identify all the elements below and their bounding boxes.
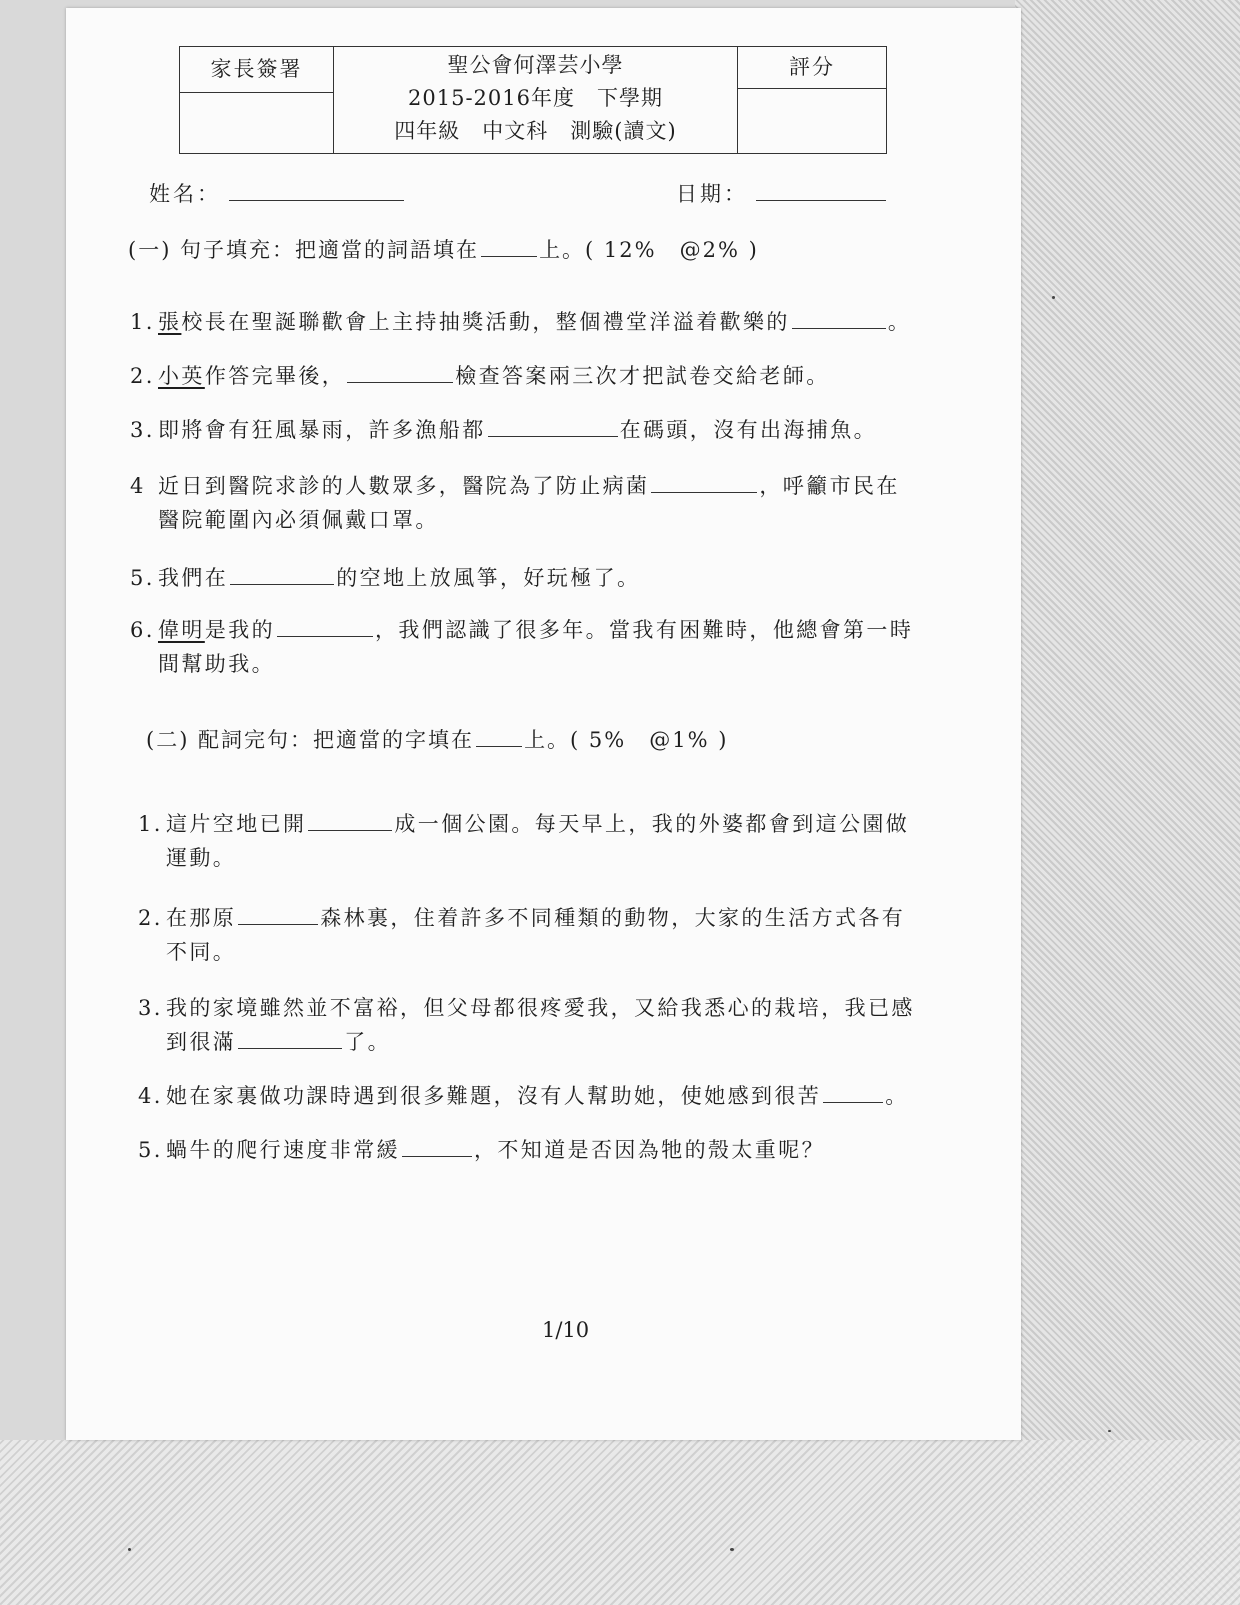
answer-blank[interactable] [651, 476, 757, 493]
answer-blank[interactable] [230, 568, 334, 585]
page-number: 1/10 [542, 1318, 590, 1342]
question-text-continued: 間幫助我。 [158, 652, 275, 676]
scan-speck [730, 1548, 734, 1551]
question-number: 1. [130, 310, 155, 334]
question-text-end: 的空地上放風箏，好玩極了。 [336, 566, 641, 590]
s2-question-2 [138, 902, 906, 964]
scan-background-right [1015, 0, 1240, 1605]
question-text-end: 檢查答案兩三次才把試卷交給老師。 [455, 364, 830, 388]
answer-blank[interactable] [402, 1140, 472, 1157]
question-number: 4. [138, 1084, 163, 1108]
name-label: 姓名： [149, 182, 221, 206]
s1-question-5 [130, 562, 640, 592]
question-text: 這片空地已開 [166, 812, 307, 836]
section2-title-post: 上。( 5% @1% ) [524, 728, 729, 752]
proper-noun: 偉明 [158, 618, 205, 642]
school-info-cell [334, 47, 738, 153]
parent-signature-cell [180, 47, 334, 153]
question-text-continued: 醫院範圍內必須佩戴口罩。 [158, 508, 439, 532]
question-text-end: 森林裏，住着許多不同種類的動物，大家的生活方式各有 [320, 906, 906, 930]
s2-question-3 [138, 992, 915, 1054]
scan-speck [1108, 1430, 1111, 1432]
question-text-continued [166, 1026, 391, 1056]
question-text-end: ，呼籲市民在 [759, 474, 900, 498]
question-number: 6. [130, 618, 155, 642]
s2-question-4 [138, 1080, 909, 1110]
question-text: 作答完畢後， [204, 364, 346, 388]
s1-question-1 [130, 306, 911, 336]
section2-title [146, 724, 728, 754]
answer-blank[interactable] [488, 420, 618, 437]
answer-blank[interactable] [238, 1032, 342, 1049]
s1-question-4 [130, 470, 900, 532]
section1-title-post: 上。( 12% @2% ) [539, 238, 759, 262]
question-number: 3. [138, 996, 163, 1020]
school-name: 聖公會何澤芸小學 [447, 53, 624, 77]
section2-title-pre: (二) 配詞完句：把適當的字填在 [146, 728, 475, 752]
question-text-end: ，我們認識了很多年。當我有困難時，他總會第一時 [375, 618, 914, 642]
s1-question-6 [130, 614, 914, 676]
date-blank[interactable] [756, 182, 886, 201]
answer-blank[interactable] [792, 312, 886, 329]
question-number: 5. [138, 1138, 163, 1162]
question-text: 校長在聖誕聯歡會上主持抽獎活動，整個禮堂洋溢着歡樂的 [181, 310, 790, 334]
question-text-end: ，不知道是否因為牠的殼太重呢？ [474, 1138, 825, 1162]
exam-page [66, 8, 1021, 1440]
answer-blank[interactable] [347, 366, 453, 383]
section1-title-pre: (一) 句子填充：把適當的詞語填在 [128, 238, 480, 262]
section1-title-blank [481, 240, 537, 257]
question-text: 她在家裏做功課時遇到很多難題，沒有人幫助她，使她感到很苦 [166, 1084, 822, 1108]
question-text-end: 。 [887, 310, 912, 334]
s1-question-3 [130, 414, 877, 444]
answer-blank[interactable] [238, 908, 318, 925]
question-text: 我們在 [158, 566, 229, 590]
question-number: 4 [130, 474, 146, 498]
date-field [676, 178, 886, 208]
scan-background-bottom [0, 1440, 1240, 1605]
score-cell [738, 47, 886, 153]
section2-title-blank [476, 730, 522, 747]
school-year: 2015-2016年度 下學期 [408, 86, 663, 110]
question-text-continued-start: 到很滿 [166, 1030, 237, 1054]
question-text-continued: 不同。 [166, 940, 237, 964]
question-text-end: 在碼頭，沒有出海捕魚。 [619, 418, 878, 442]
s1-question-2 [130, 360, 830, 390]
question-number: 3. [130, 418, 155, 442]
header-table [179, 46, 887, 154]
name-blank[interactable] [229, 182, 404, 201]
name-field [149, 178, 404, 208]
scan-speck [1052, 296, 1055, 299]
question-text: 即將會有狂風暴雨，許多漁船都 [158, 418, 486, 442]
question-text-continued-end: 了。 [344, 1030, 392, 1054]
test-title: 四年級 中文科 測驗(讀文) [394, 119, 677, 143]
proper-noun: 小英 [158, 364, 205, 388]
section1-title [128, 234, 759, 264]
question-number: 5. [130, 566, 155, 590]
question-number: 2. [138, 906, 163, 930]
question-text-continued: 運動。 [166, 846, 237, 870]
answer-blank[interactable] [277, 620, 373, 637]
answer-blank[interactable] [308, 814, 392, 831]
score-label: 評分 [738, 47, 886, 89]
question-text: 在那原 [166, 906, 237, 930]
scan-speck [128, 1548, 131, 1551]
s2-question-1 [138, 808, 910, 870]
question-text: 我的家境雖然並不富裕，但父母都很疼愛我，又給我悉心的栽培，我已感 [166, 996, 915, 1020]
question-text-end: 。 [885, 1084, 909, 1108]
answer-blank[interactable] [823, 1086, 883, 1103]
question-number: 2. [130, 364, 155, 388]
proper-noun: 張 [158, 310, 182, 334]
parent-signature-label: 家長簽署 [180, 47, 333, 93]
question-number: 1. [138, 812, 163, 836]
question-text: 蝸牛的爬行速度非常緩 [166, 1138, 400, 1162]
question-text: 近日到醫院求診的人數眾多，醫院為了防止病菌 [158, 474, 650, 498]
question-text: 是我的 [204, 618, 276, 642]
question-text-end: 成一個公園。每天早上，我的外婆都會到這公園做 [394, 812, 910, 836]
date-label: 日期： [676, 182, 748, 206]
s2-question-5 [138, 1134, 825, 1164]
